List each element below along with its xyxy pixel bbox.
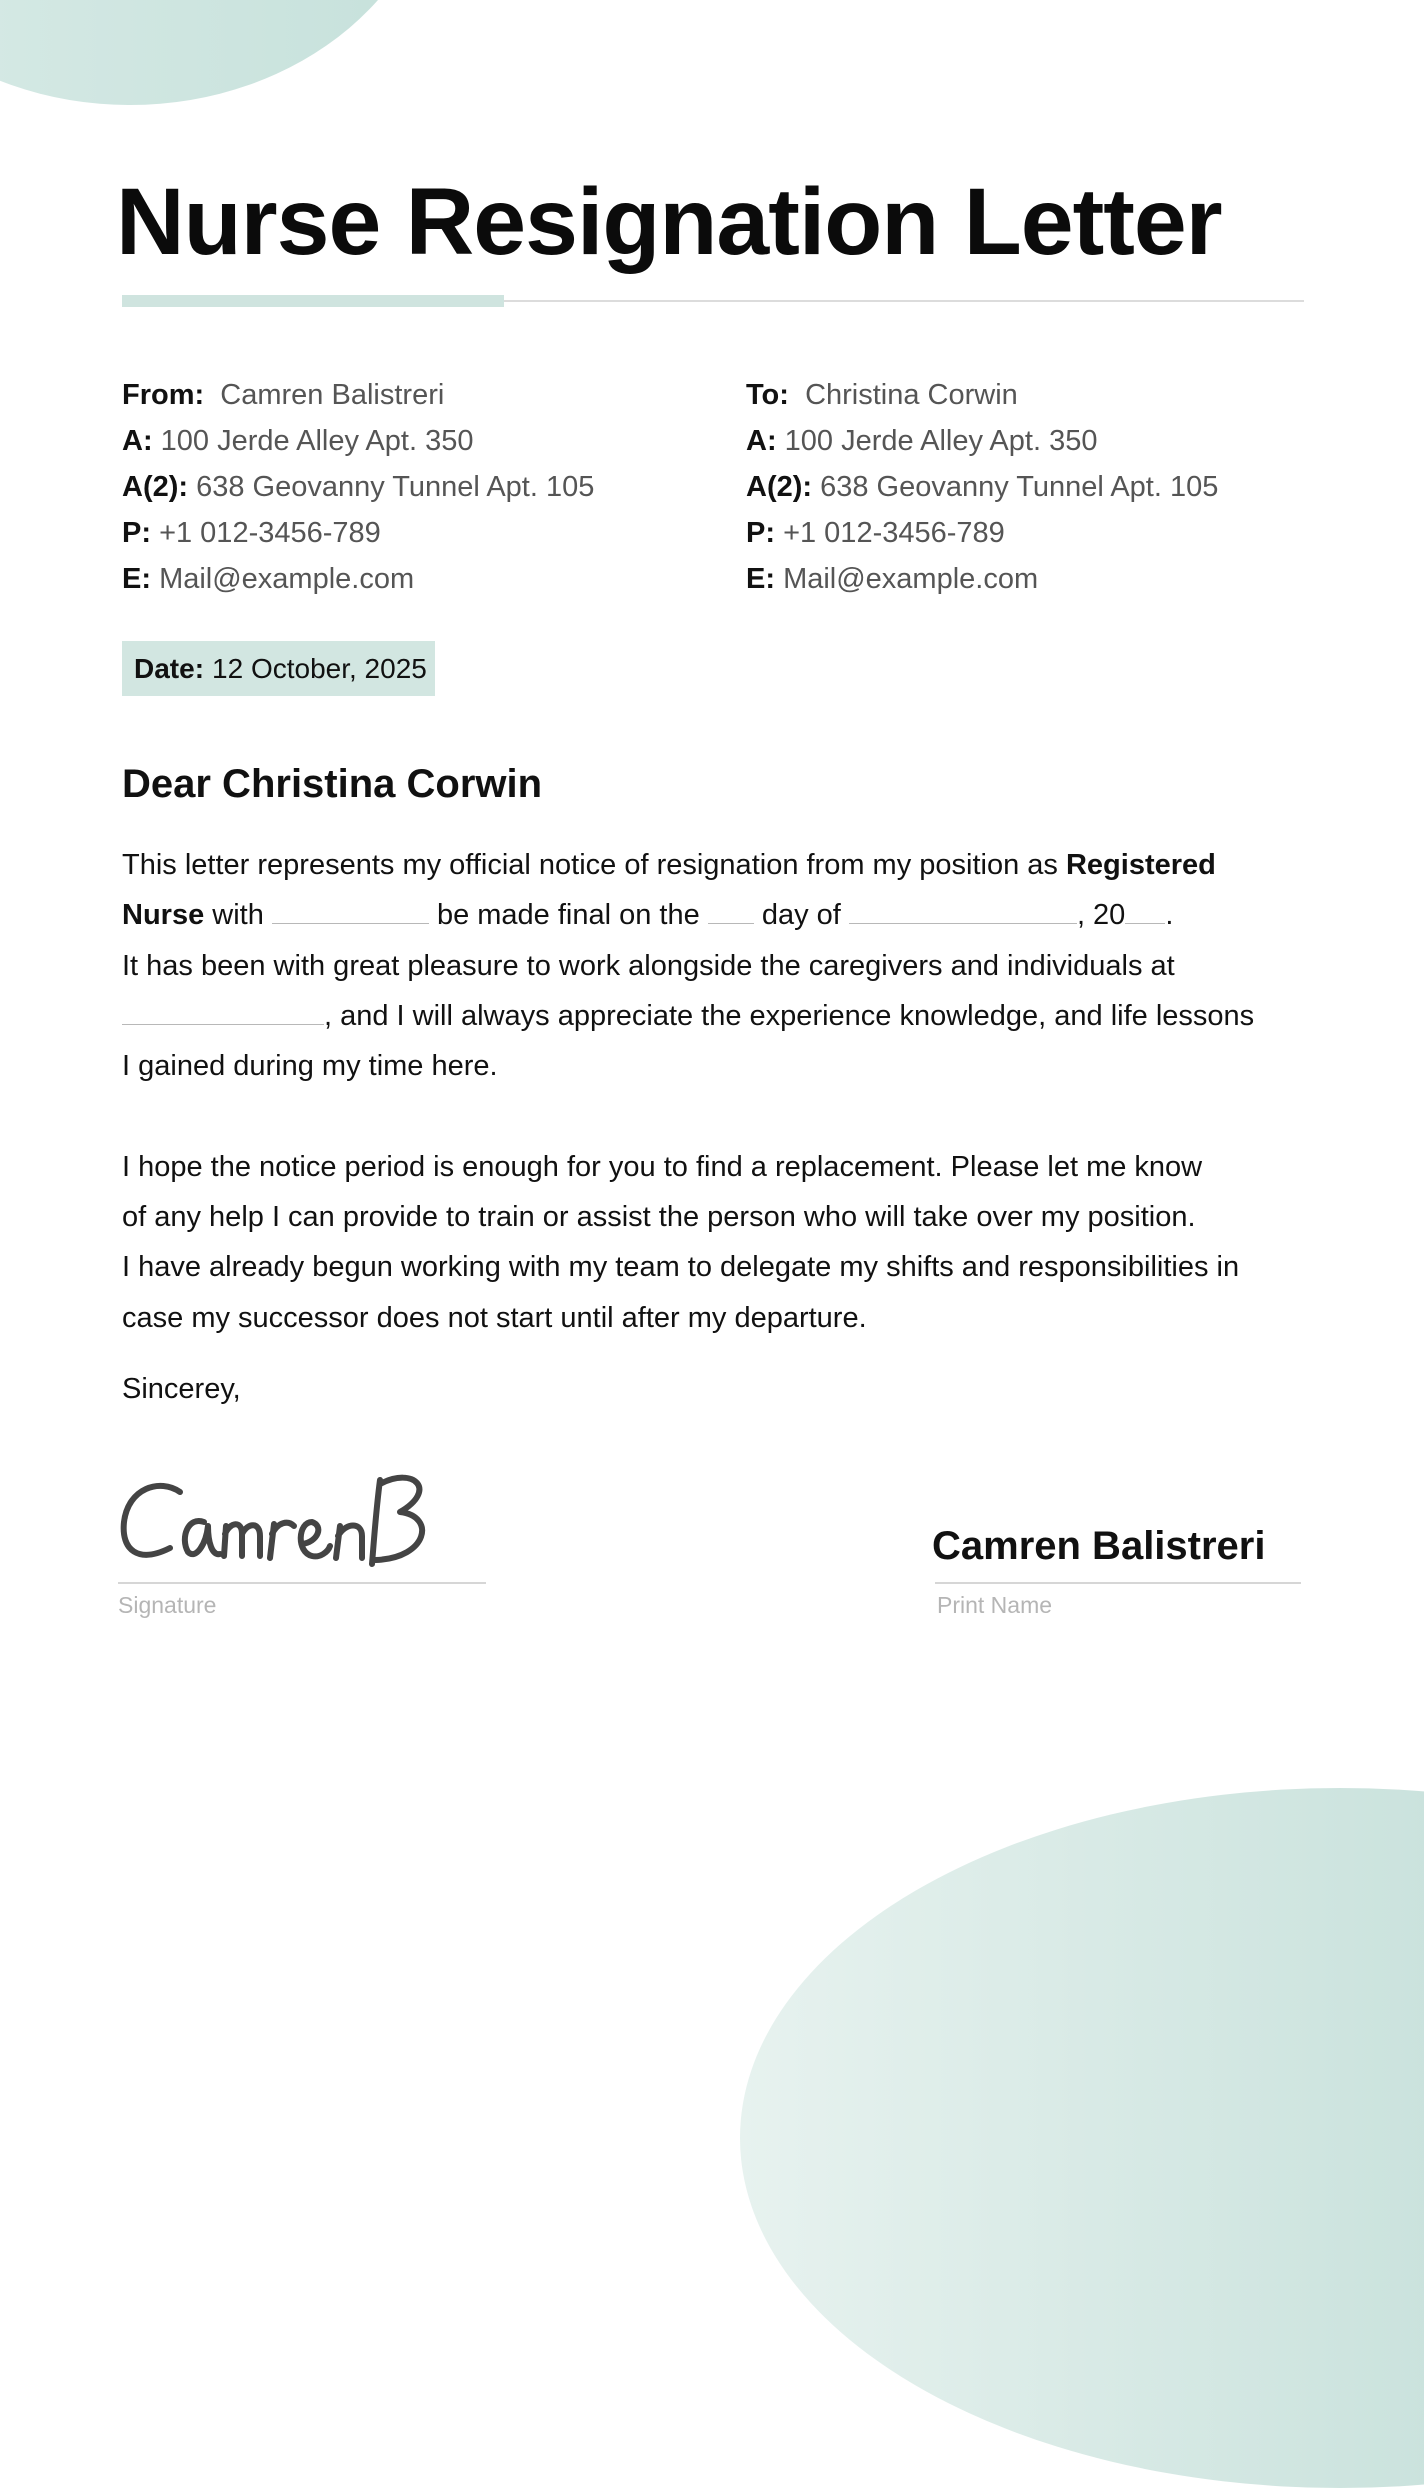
day-blank [708,899,754,924]
body-line [122,890,1312,940]
sender-label: From: [122,379,205,411]
sender-phone-row [122,510,594,556]
sender-contact-block [122,372,594,602]
body-text-segment: be made final on the [428,899,708,932]
recipient-address2: 638 Geovanny Tunnel Apt. 105 [820,471,1219,503]
sender-email: Mail@example.com [159,563,415,595]
position-title-part1: Registered [1065,849,1216,881]
sender-phone: +1 012-3456-789 [159,517,381,549]
sender-address: 100 Jerde Alley Apt. 350 [160,425,474,457]
recipient-phone: +1 012-3456-789 [783,517,1005,549]
body-line [122,1293,1312,1343]
body-text-segment: . [1165,899,1174,932]
body-text-segment: I have already begun working with my team to delegate my shifts and responsibilities in [122,1251,1240,1284]
body-text-segment: I hope the notice period is enough for you to find a replacement. Please let me know [122,1150,1203,1183]
recipient-label: To: [746,379,789,411]
recipient-contact-block [746,372,1218,602]
body-line [122,1192,1312,1242]
recipient-email: Mail@example.com [783,563,1039,595]
signature-line [118,1582,486,1584]
title-accent-bar [122,295,504,307]
greeting: Dear Christina Corwin [122,762,543,806]
letter-body [122,840,1312,1343]
body-line [122,1142,1312,1192]
workplace-blank [122,1000,324,1025]
print-name-value: Camren Balistreri [932,1524,1266,1568]
date-badge [122,641,435,696]
recipient-name: Christina Corwin [805,379,1018,411]
body-line [122,941,1312,991]
sender-email-label: E: [122,563,151,595]
recipient-address2-label: A(2): [746,471,813,503]
document-title: Nurse Resignation Letter [116,169,1222,275]
body-text-segment: , 20 [1076,899,1126,932]
sender-email-row [122,556,594,602]
sender-address2-label: A(2): [122,471,189,503]
body-line [122,840,1312,890]
body-line [122,1242,1312,1292]
signature-label: Signature [118,1592,217,1618]
recipient-address-row [746,418,1218,464]
closing: Sincerey, [122,1373,241,1405]
position-title-part2: Nurse [122,899,205,932]
body-line [122,991,1312,1041]
sender-address-label: A: [122,425,153,457]
paragraph-gap [122,1091,1312,1141]
recipient-phone-row [746,510,1218,556]
body-text-segment: It has been with great pleasure to work alongside the caregivers and individuals at [122,949,1175,982]
body-text-segment: I gained during my time here. [122,1050,498,1083]
body-text-segment: This letter represents my official notice of resignation from my position as [122,849,1066,881]
recipient-address2-row [746,464,1218,510]
body-text-segment: day of [753,899,849,932]
print-name-label: Print Name [937,1592,1053,1618]
decor-blob-top-left [0,0,440,105]
body-text-segment: with [204,899,272,932]
date-label: Date: [134,652,205,684]
recipient-name-row [746,372,1218,418]
signature-drawing [118,1460,486,1580]
recipient-email-row [746,556,1218,602]
employer-blank [272,899,429,924]
body-line [122,1041,1312,1091]
month-blank [849,899,1077,924]
recipient-address-label: A: [746,425,777,457]
print-name-line [935,1582,1301,1584]
recipient-phone-label: P: [746,517,775,549]
sender-address-row [122,418,594,464]
sender-address2: 638 Geovanny Tunnel Apt. 105 [196,471,595,503]
sender-name-row [122,372,594,418]
sender-address2-row [122,464,594,510]
recipient-address: 100 Jerde Alley Apt. 350 [784,425,1098,457]
sender-name: Camren Balistreri [220,379,445,411]
body-text-segment: of any help I can provide to train or assist the person who will take over my position. [122,1201,1196,1234]
handwritten-signature [118,1460,486,1580]
date-value: 12 October, 2025 [212,652,427,684]
body-text-segment: , and I will always appreciate the experience knowledge, and life lessons [324,999,1255,1032]
decor-blob-bottom-right [740,1788,1424,2488]
year-blank [1125,899,1165,924]
body-text-segment: case my successor does not start until after my departure. [122,1301,867,1334]
sender-phone-label: P: [122,517,151,549]
recipient-email-label: E: [746,563,775,595]
